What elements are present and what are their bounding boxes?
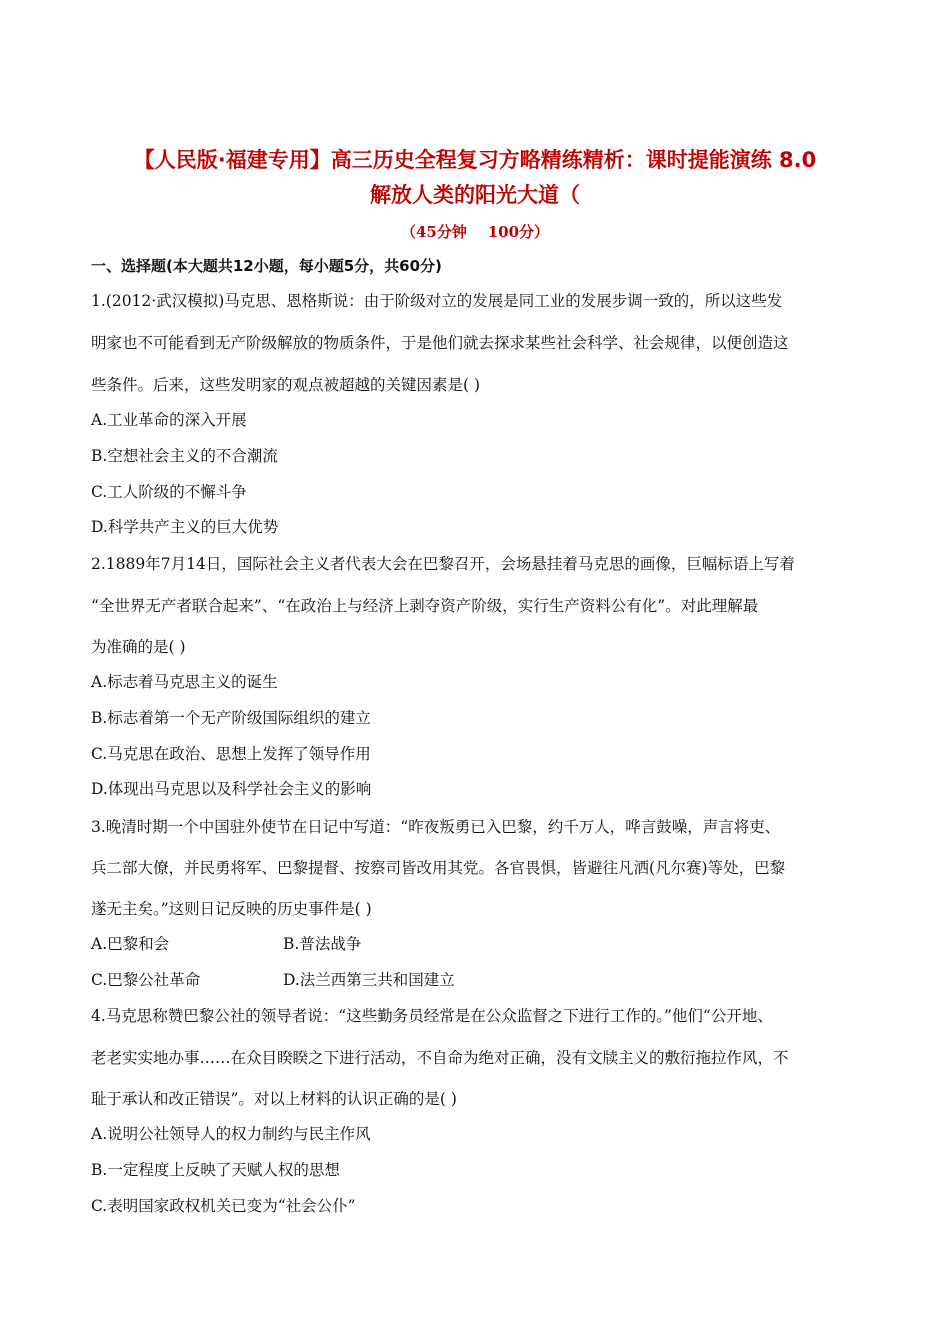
- question-1-line-3: 些条件。后来，这些发明家的观点被超越的关键因素是( ): [91, 376, 481, 394]
- question-2-option-a: A.标志着马克思主义的诞生: [91, 673, 278, 691]
- document-title: 【人民版·福建专用】高三历史全程复习方略精练精析：课时提能演练 8.0: [133, 148, 817, 172]
- question-2-line-2: “全世界无产者联合起来”、“在政治上与经济上剥夺资产阶级，实行生产资料公有化”。对此理解最: [91, 597, 759, 615]
- question-1-option-d: D.科学共产主义的巨大优势: [91, 518, 279, 536]
- question-3-line-2: 兵二部大僚，并民勇将军、巴黎提督、按察司皆改用其党。各官畏惧，皆避往凡洒(凡尔赛)等处，巴黎: [91, 859, 786, 877]
- question-3-line-1: 3.晚清时期一个中国驻外使节在日记中写道：“昨夜叛勇已入巴黎，约千万人，哗言鼓噪，声言将吏、: [91, 818, 781, 836]
- question-1-line-1: 1.(2012·武汉模拟)马克思、恩格斯说：由于阶级对立的发展是同工业的发展步调一致的，所以这些发: [91, 292, 783, 310]
- time-score-subtitle: （45分钟 100分）: [400, 223, 550, 241]
- question-2-option-b: B.标志着第一个无产阶级国际组织的建立: [91, 709, 371, 727]
- document-title-line2: 解放人类的阳光大道（: [370, 183, 580, 207]
- question-3-option-a: A.巴黎和会: [91, 935, 170, 953]
- question-2-line-1: 2.1889年7月14日，国际社会主义者代表大会在巴黎召开，会场悬挂着马克思的画像，巨幅标语上写着: [91, 555, 795, 573]
- question-4-option-b: B.一定程度上反映了天赋人权的思想: [91, 1161, 340, 1179]
- question-3-line-3: 遂无主矣。”这则日记反映的历史事件是( ): [91, 900, 372, 918]
- question-3-option-d: D.法兰西第三共和国建立: [283, 971, 455, 989]
- section-heading: 一、选择题(本大题共12小题，每小题5分，共60分): [91, 257, 442, 275]
- question-1-line-2: 明家也不可能看到无产阶级解放的物质条件，于是他们就去探求某些社会科学、社会规律，以便创造这: [91, 334, 789, 352]
- question-2-line-3: 为准确的是( ): [91, 638, 186, 656]
- question-4-line-3: 耻于承认和改正错误”。对以上材料的认识正确的是( ): [91, 1090, 457, 1108]
- question-4-option-c: C.表明国家政权机关已变为“社会公仆”: [91, 1197, 356, 1215]
- question-4-option-a: A.说明公社领导人的权力制约与民主作风: [91, 1125, 371, 1143]
- question-1-option-c: C.工人阶级的不懈斗争: [91, 483, 247, 501]
- question-2-option-d: D.体现出马克思以及科学社会主义的影响: [91, 780, 372, 798]
- question-1-option-a: A.工业革命的深入开展: [91, 411, 247, 429]
- question-3-option-b: B.普法战争: [283, 935, 362, 953]
- question-4-line-1: 4.马克思称赞巴黎公社的领导者说：“这些勤务员经常是在公众监督之下进行工作的。”他们“公开地、: [91, 1007, 773, 1025]
- question-2-option-c: C.马克思在政治、思想上发挥了领导作用: [91, 745, 371, 763]
- question-4-line-2: 老老实实地办事……在众目睽睽之下进行活动，不自命为绝对正确，没有文牍主义的敷衍拖拉作风，不: [91, 1049, 789, 1067]
- question-3-option-c: C.巴黎公社革命: [91, 971, 201, 989]
- question-1-option-b: B.空想社会主义的不合潮流: [91, 447, 278, 465]
